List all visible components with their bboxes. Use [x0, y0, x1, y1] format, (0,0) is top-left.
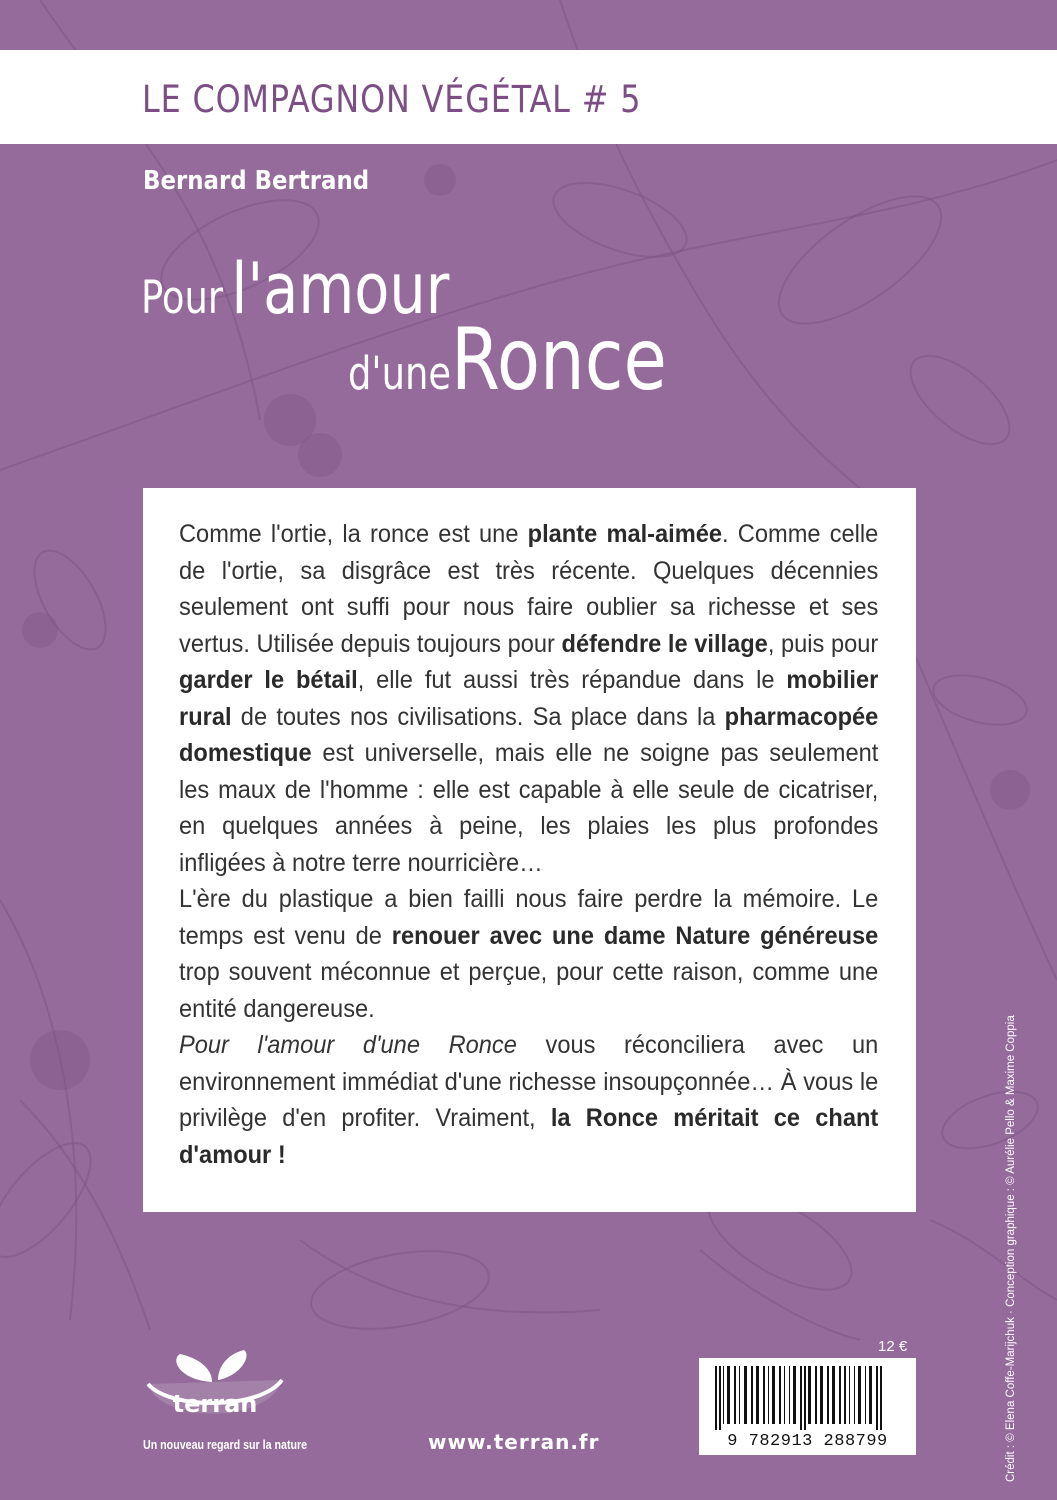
barcode-bar [768, 1366, 769, 1424]
blurb-emphasis: défendre le village [561, 629, 768, 658]
barcode-bar [734, 1366, 736, 1424]
blurb-emphasis: pharmacopée domestique [179, 702, 879, 767]
barcode-bar [715, 1366, 717, 1430]
barcode-bar [789, 1366, 790, 1424]
blurb-text-run: . Comme celle de l'ortie, sa disgrâce est très récente. Quelques décennies seulement ont suffi pour nous faire oublier sa richesse et ses vertus. Utilisée depuis toujours pour [179, 520, 879, 658]
barcode-bar [756, 1366, 759, 1424]
barcode-bar [739, 1366, 740, 1424]
barcode-bar [744, 1366, 747, 1424]
design-credit: Crédit : © Elena Coffe-Marijchuk · Conception graphique : © Aurélie Pello & Maxime Coppia [1005, 1015, 1017, 1482]
barcode-bar [723, 1366, 724, 1424]
barcode-bars [711, 1366, 904, 1430]
blurb-paragraph-2 [179, 881, 878, 1027]
author-name: Bernard Bertrand [143, 166, 370, 196]
barcode-bar [865, 1366, 866, 1424]
publisher-website: www.terran.fr [428, 1430, 600, 1454]
barcode-bar [880, 1366, 882, 1430]
blurb-text-run: trop souvent méconnue et perçue, pour cette raison, comme une entité dangereuse. [179, 958, 879, 1023]
blurb-emphasis: renouer avec une dame Nature généreuse [391, 921, 879, 950]
barcode-bar [876, 1366, 878, 1430]
blurb-emphasis: garder le bétail [179, 666, 358, 694]
terran-logo [140, 1350, 290, 1430]
barcode-bar [727, 1366, 730, 1424]
blurb-text-run: Comme l'ortie, la ronce est une [179, 520, 528, 548]
blurb-text-run: , elle fut aussi très répandue dans le [357, 666, 787, 694]
barcode-bar [772, 1366, 775, 1424]
isbn-barcode [699, 1358, 916, 1455]
title-word-une: d'une [348, 347, 452, 400]
barcode-bar [844, 1366, 846, 1424]
barcode-bar [849, 1366, 850, 1424]
barcode-bar [827, 1366, 829, 1424]
publisher-tagline: Un nouveau regard sur la nature [143, 1437, 308, 1452]
blurb-text-run: L'ère du plastique a bien failli nous faire perdre la mémoire. Le temps est venu de [179, 885, 879, 950]
barcode-bar [858, 1366, 861, 1424]
barcode-bar [832, 1366, 835, 1424]
blurb-text-run: de toutes nos civilisations. Sa place dans la [231, 702, 725, 731]
leaf-right-icon [218, 1350, 246, 1380]
price-label: 12 € [878, 1338, 908, 1355]
series-title: LE COMPAGNON VÉGÉTAL # 5 [142, 78, 642, 121]
barcode-bar [793, 1366, 796, 1424]
barcode-bar [869, 1366, 872, 1424]
barcode-bar [784, 1366, 785, 1424]
title-word-pour: Pour [141, 271, 224, 324]
barcode-bar [763, 1366, 765, 1424]
blurb-emphasis: plante mal-aimée [527, 520, 723, 548]
blurb-paragraph-1 [179, 516, 878, 881]
blurb-emphasis: mobilier rural [179, 666, 879, 731]
blurb-text-run: est universelle, mais elle ne soigne pas seulement les maux de l'homme : elle est capable à elle seule de cicatriser, en quelques années à peine, les plaies les plus profondes infligées à notre terre nourricière… [179, 739, 879, 877]
blurb-text [179, 516, 878, 1173]
blurb-text-run: , puis pour [767, 629, 879, 658]
book-title-line-2 [348, 310, 667, 410]
barcode-bar [820, 1366, 823, 1424]
title-word-amour: l'amour [231, 248, 450, 330]
blurb-emphasis: la Ronce méritait ce chant d'amour ! [179, 1104, 879, 1169]
barcode-bar [804, 1366, 806, 1430]
leaf-left-icon [176, 1354, 212, 1382]
barcode-bar [719, 1366, 721, 1430]
blurb-text-run: vous réconciliera avec un environnement immédiat d'une richesse insoupçonnée… À vous le privilège d'en profiter. Vraiment, [179, 1031, 879, 1132]
blurb-italic-title: Pour l'amour d'une Ronce [179, 1031, 517, 1059]
barcode-bar [815, 1366, 817, 1424]
barcode-bar [751, 1366, 753, 1424]
isbn-number: 9 782913 288799 [727, 1432, 888, 1451]
blurb-paragraph-3 [179, 1027, 878, 1173]
logo-wordmark: terran [172, 1390, 258, 1418]
barcode-bar [808, 1366, 811, 1424]
blurb-box [143, 488, 916, 1212]
barcode-bar [800, 1366, 802, 1430]
barcode-bar [839, 1366, 841, 1424]
barcode-bar [854, 1366, 855, 1424]
barcode-bar [779, 1366, 781, 1424]
title-word-ronce: Ronce [451, 310, 667, 410]
